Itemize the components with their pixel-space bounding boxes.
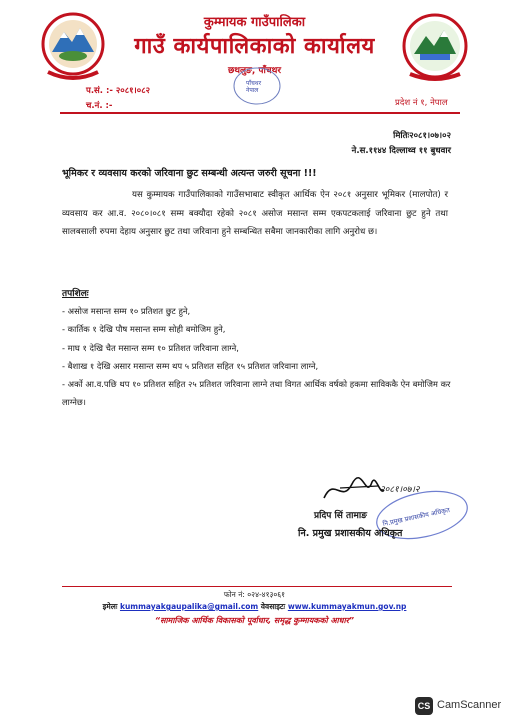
website-label: वेवसाइटः	[260, 602, 286, 611]
stamp-text: नि.प्रमुख प्रशासकीय अधिकृत	[382, 505, 451, 529]
camscanner-logo-icon: CS	[415, 697, 433, 715]
seal-line: नेपाल	[246, 87, 259, 94]
footer-phone: फोन नं: ०२४-४१३०६१	[223, 590, 286, 599]
list-item: - कार्तिक १ देखि पौष मसान्त सम्म सोही बमोजिम हुने,	[62, 324, 226, 335]
signer-name: प्रदिप सिं तामाङ	[314, 511, 367, 521]
footer-divider	[62, 586, 452, 587]
email-label: इमेलः	[102, 602, 118, 611]
footer-contact	[0, 602, 509, 612]
reference-number: प.सं. :- २०८१।०८२	[86, 86, 151, 96]
list-item: - अर्को आ.व.पछि थप १० प्रतिशत सहित २५ प्रतिशत जरिवाना लाग्ने तथा विगत आर्थिक वर्षको हकमा साविककै ऐन बमोजिम कर लाग्नेछ।	[62, 379, 451, 408]
notice-subject: भूमिकर र व्यवसाय करको जरिवाना छुट सम्बन्धी अत्यन्त जरुरी सूचना !!!	[62, 168, 317, 179]
list-item: - माघ १ देखि चैत मसान्त सम्म १० प्रतिशत जरिवाना लाग्ने,	[62, 342, 239, 353]
dispatch-number: च.नं. :-	[86, 101, 113, 111]
date-miti: मितिः२०८१।०७।०२	[393, 131, 451, 141]
terms-list	[62, 302, 452, 412]
email-link[interactable]: kummayakgaupalika@gmail.com	[119, 602, 259, 611]
organization-name: कुम्मायक गाउँपालिका	[203, 15, 306, 30]
footer-slogan: “सामाजिक आर्थिक विकासको पूर्वाधार, समृद्ध कुम्मायकको आधार”	[154, 616, 355, 625]
header-divider	[60, 112, 460, 114]
seal-line: पाँचथर	[246, 80, 262, 87]
office-title: गाउँ कार्यपालिकाको कार्यालय	[134, 34, 375, 59]
office-address: छथलुङ, पाँचथर	[227, 66, 282, 76]
terms-heading: तपशिलः	[62, 289, 89, 299]
notice-body: यस कुम्मायक गाउँपालिकाको गाउँसभाबाट स्वीकृत आर्थिक ऐन २०८१ अनुसार भूमिकर (मालपोत) र व्यवसाय कर आ.व. २०८०।०८१ सम्म बक्यौदा रहेको २०८१ असोज मसान्त सम्म एकपटकलाई जरिवाना छुट हुने तथा सालबसाली रुपमा देहाय अनुसार छुट तथा जरिवाना हुने सम्बन्धित सबैमा जानकारीका लागि अनुरोध छ।	[62, 190, 448, 237]
list-item: - बैशाख १ देखि असार मसान्त सम्म थप ५ प्रतिशत सहित १५ प्रतिशत जरिवाना लाग्ने,	[62, 360, 319, 371]
province-label: प्रदेश नं १, नेपाल	[395, 98, 448, 108]
website-link[interactable]: www.kummayakmun.gov.np	[287, 602, 407, 611]
signature-date: २०८१।०७।२	[380, 485, 420, 495]
office-seal	[232, 66, 282, 106]
list-item: - असोज मसान्त सम्म १० प्रतिशत छुट हुने,	[62, 306, 191, 316]
signer-title: नि. प्रमुख प्रशासकीय अधिकृत	[298, 528, 403, 539]
date-nepal-sambat: ने.स.११४४ दिल्लाथ्व ११ बुधवार	[351, 146, 451, 156]
camscanner-watermark: CamScanner	[437, 699, 502, 711]
